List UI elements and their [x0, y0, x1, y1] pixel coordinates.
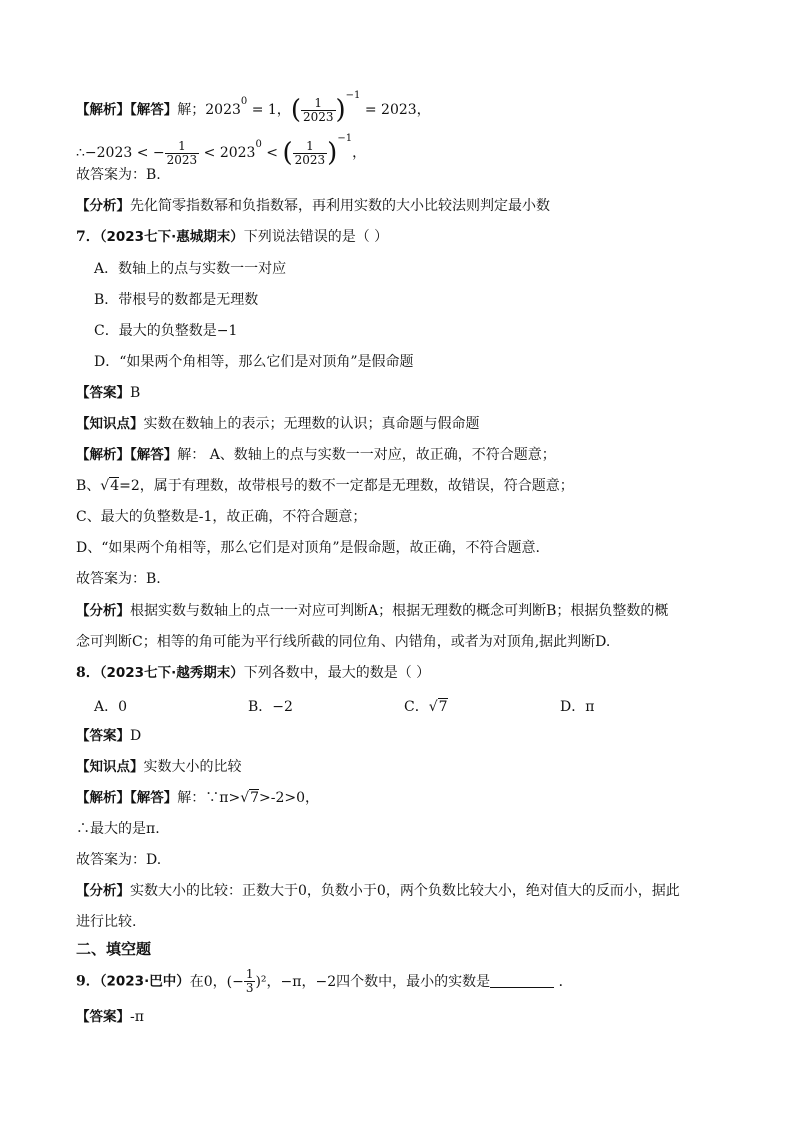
text: ∴−2023 < −	[76, 145, 165, 161]
q7-answer: 【答案】B	[76, 385, 141, 401]
q8-option-c: C．√7	[404, 699, 448, 715]
q7-solution-d: D、“如果两个角相等，那么它们是对顶角”是假命题，故正确，不符合题意.	[76, 540, 540, 556]
answer-blank	[490, 973, 554, 988]
final-answer-prev: 故答案为：B.	[76, 167, 161, 183]
q7-option-c: C．最大的负整数是−1	[94, 323, 238, 339]
q8-option-a: A．0	[94, 699, 128, 715]
question-7-stem: 7．（2023七下·惠城期末）下列说法错误的是（ ）	[76, 229, 389, 245]
q7-analysis-2: 念可判断C；相等的角可能为平行线所截的同位角、内错角，或者为对顶角,据此判断D.	[76, 634, 611, 650]
q7-solution-c: C、最大的负整数是-1，故正确，不符合题意；	[76, 509, 367, 525]
solution-line-1	[76, 87, 431, 124]
fraction: $\frac{1}{2023}$	[294, 138, 326, 167]
text: = 1，	[247, 102, 291, 118]
solution-line-2: ∴−2023 < − $\frac{1}{2023}$ < $2023^0$ < ( $\frac{1}{2023}$ )$^{-1}$，	[76, 133, 367, 168]
exponent: −1	[337, 133, 353, 144]
q7-analysis-1: 【分析】根据实数与数轴上的点一一对应可判断A；根据无理数的概念可判断B；根据负整数的概	[76, 603, 669, 619]
q8-final: 故答案为：D.	[76, 852, 162, 868]
q7-solution-b: B、√4=2，属于有理数，故带根号的数不一定都是无理数，故错误，符合题意；	[76, 478, 574, 494]
q7-option-b: B．带根号的数都是无理数	[94, 292, 259, 308]
q8-knowledge-point: 【知识点】实数大小的比较	[76, 759, 242, 775]
q7-knowledge-point: 【知识点】实数在数轴上的表示；无理数的认识；真命题与假命题	[76, 416, 480, 432]
paren: )	[335, 95, 346, 125]
question-8-stem: 8．（2023七下·越秀期末）下列各数中，最大的数是（ ）	[76, 665, 431, 681]
paren: (	[290, 95, 301, 125]
fraction: $\frac{1}{2023}$	[302, 95, 334, 124]
section-title: 二、填空题	[76, 940, 152, 958]
q7-final: 故答案为：B.	[76, 571, 161, 587]
paren: )	[327, 138, 338, 168]
q8-solution: 【解析】【解答】解：∵π>√7>-2>0，	[76, 790, 320, 806]
q8-option-d: D．π	[560, 699, 595, 715]
q8-option-b: B．−2	[248, 699, 293, 715]
q7-option-d: D．“如果两个角相等，那么它们是对顶角”是假命题	[94, 354, 414, 370]
exponent: 0	[255, 139, 262, 150]
fraction: $\frac{1}{2023}$	[166, 138, 198, 167]
text: ，	[352, 145, 367, 161]
q8-analysis-1: 【分析】实数大小的比较：正数大于0，负数小于0，两个负数比较大小，绝对值大的反而小，据此	[76, 883, 680, 899]
question-9-stem: 9．（2023·巴中）在0，(− $\frac{1}{3}$ )²，−π，−2四个数中，最小的实数是 ．	[76, 967, 573, 995]
text: < 2023	[199, 145, 256, 161]
q8-analysis-2: 进行比较.	[76, 914, 137, 930]
q9-answer: 【答案】-π	[76, 1009, 144, 1025]
text: 解；2023	[177, 102, 241, 118]
q7-solution-a: 【解析】【解答】解： A、数轴上的点与实数一一对应，故正确，不符合题意；	[76, 447, 556, 463]
exponent: −1	[345, 90, 361, 101]
q8-solution-2: ∴最大的是π.	[76, 821, 160, 837]
analysis-prev: 【分析】先化简零指数幂和负指数幂，再利用实数的大小比较法则判定最小数	[76, 198, 550, 214]
fraction: $\frac{1}{3}$	[245, 967, 254, 995]
text: = 2023，	[360, 102, 431, 118]
exponent: 0	[240, 96, 248, 107]
paren: (	[282, 138, 293, 168]
q8-answer: 【答案】D	[76, 728, 142, 744]
q7-option-a: A．数轴上的点与实数一一对应	[94, 261, 287, 277]
tag-solution: 【解析】【解答】	[76, 102, 178, 118]
